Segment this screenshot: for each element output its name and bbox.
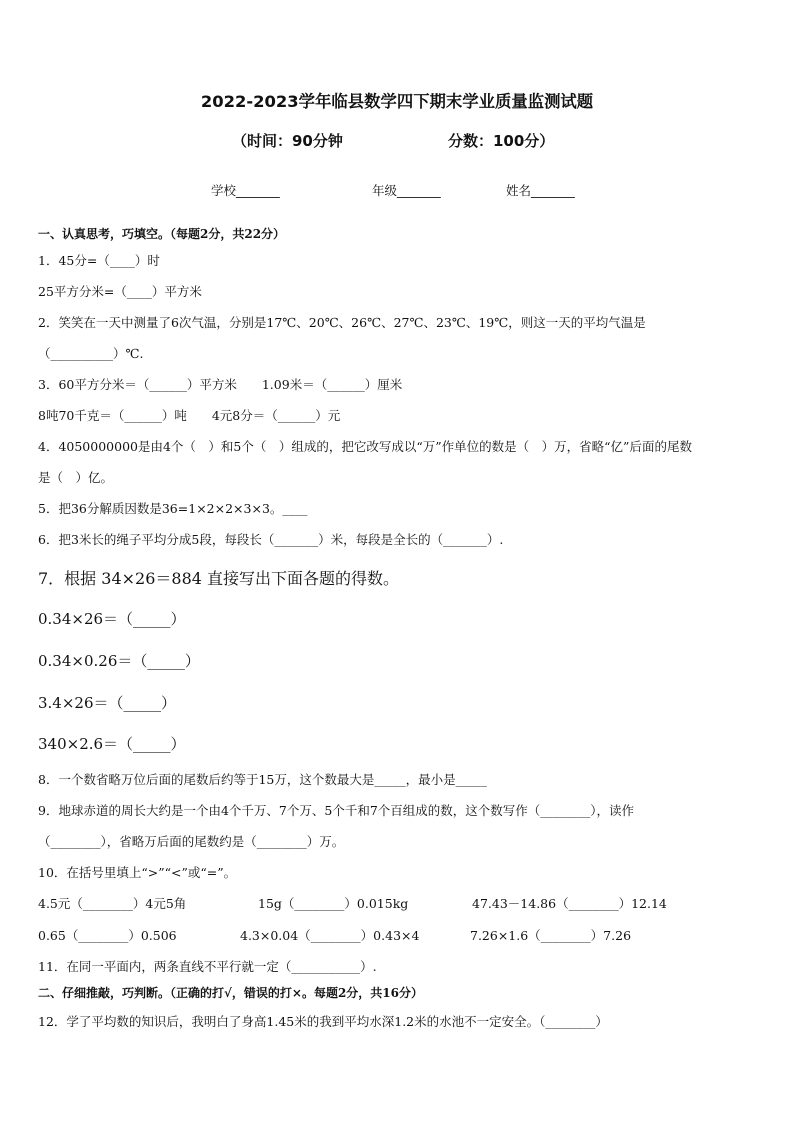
question-6: 6．把3米长的绳子平均分成5段，每段长（_______）米，每段是全长的（_______）. (38, 532, 504, 547)
grade-field: 年级_______ (372, 183, 441, 198)
question-2a: 2．笑笑在一天中测量了6次气温，分别是17℃、20℃、26℃、27℃、23℃、19℃，则这一天的平均气温是 (38, 315, 646, 330)
question-10-item: 15g（________）0.015kg (258, 896, 409, 911)
section1-heading: 一、认真思考，巧填空。（每题2分，共22分） (38, 227, 286, 241)
question-7c: 3.4×26＝（_____） (38, 694, 177, 712)
question-10-item: 4.3×0.04（________）0.43×4 (240, 928, 420, 943)
question-10-item: 4.5元（________）4元5角 (38, 896, 187, 911)
school-field: 学校_______ (211, 183, 280, 198)
question-10-item: 7.26×1.6（________）7.26 (470, 928, 632, 943)
exam-time: （时间：90分钟 (232, 132, 343, 150)
question-1a: 1．45分=（____）时 (38, 253, 160, 268)
question-7: 7．根据 34×26＝884 直接写出下面各题的得数。 (38, 569, 400, 588)
question-7a: 0.34×26＝（_____） (38, 610, 186, 628)
question-12: 12．学了平均数的知识后，我明白了身高1.45米的我到平均水深1.2米的水池不一定安全。（________） (38, 1014, 608, 1029)
question-10-item: 47.43－14.86（________）12.14 (472, 896, 667, 911)
question-4b: 是（ ）亿。 (38, 470, 114, 485)
question-9a: 9．地球赤道的周长大约是一个由4个千万、7个万、5个千和7个百组成的数，这个数写作（________），读作 (38, 803, 635, 818)
question-8: 8．一个数省略万位后面的尾数后约等于15万，这个数最大是_____，最小是_____ (38, 772, 487, 787)
question-10: 10．在括号里填上“>”“<”或“=”。 (38, 865, 237, 880)
name-field: 姓名_______ (506, 183, 575, 198)
question-9b: （________），省略万后面的尾数约是（________）万。 (38, 834, 345, 849)
question-2b: （__________）℃. (38, 346, 144, 361)
section2-heading: 二、仔细推敲，巧判断。（正确的打√，错误的打×。每题2分，共16分） (38, 986, 423, 1000)
question-5: 5．把36分解质因数是36=1×2×2×3×3。____ (38, 501, 308, 516)
question-7b: 0.34×0.26＝（_____） (38, 652, 200, 670)
exam-title: 2022-2023学年临县数学四下期末学业质量监测试题 (200, 92, 594, 111)
question-4a: 4．4050000000是由4个（ ）和5个（ ）组成的，把它改写成以“万”作单位的数是（ ）万，省略“亿”后面的尾数 (38, 439, 692, 454)
question-11: 11．在同一平面内，两条直线不平行就一定（___________）. (38, 959, 377, 974)
question-10-item: 0.65（________）0.506 (38, 928, 177, 943)
question-3a: 3．60平方分米＝（______）平方米 1.09米＝（______）厘米 (38, 377, 403, 392)
question-1b: 25平方分米=（____）平方米 (38, 284, 202, 299)
exam-score: 分数：100分） (448, 132, 555, 150)
question-7d: 340×2.6＝（_____） (38, 735, 186, 753)
question-3b: 8吨70千克＝（______）吨 4元8分＝（______）元 (38, 408, 341, 423)
